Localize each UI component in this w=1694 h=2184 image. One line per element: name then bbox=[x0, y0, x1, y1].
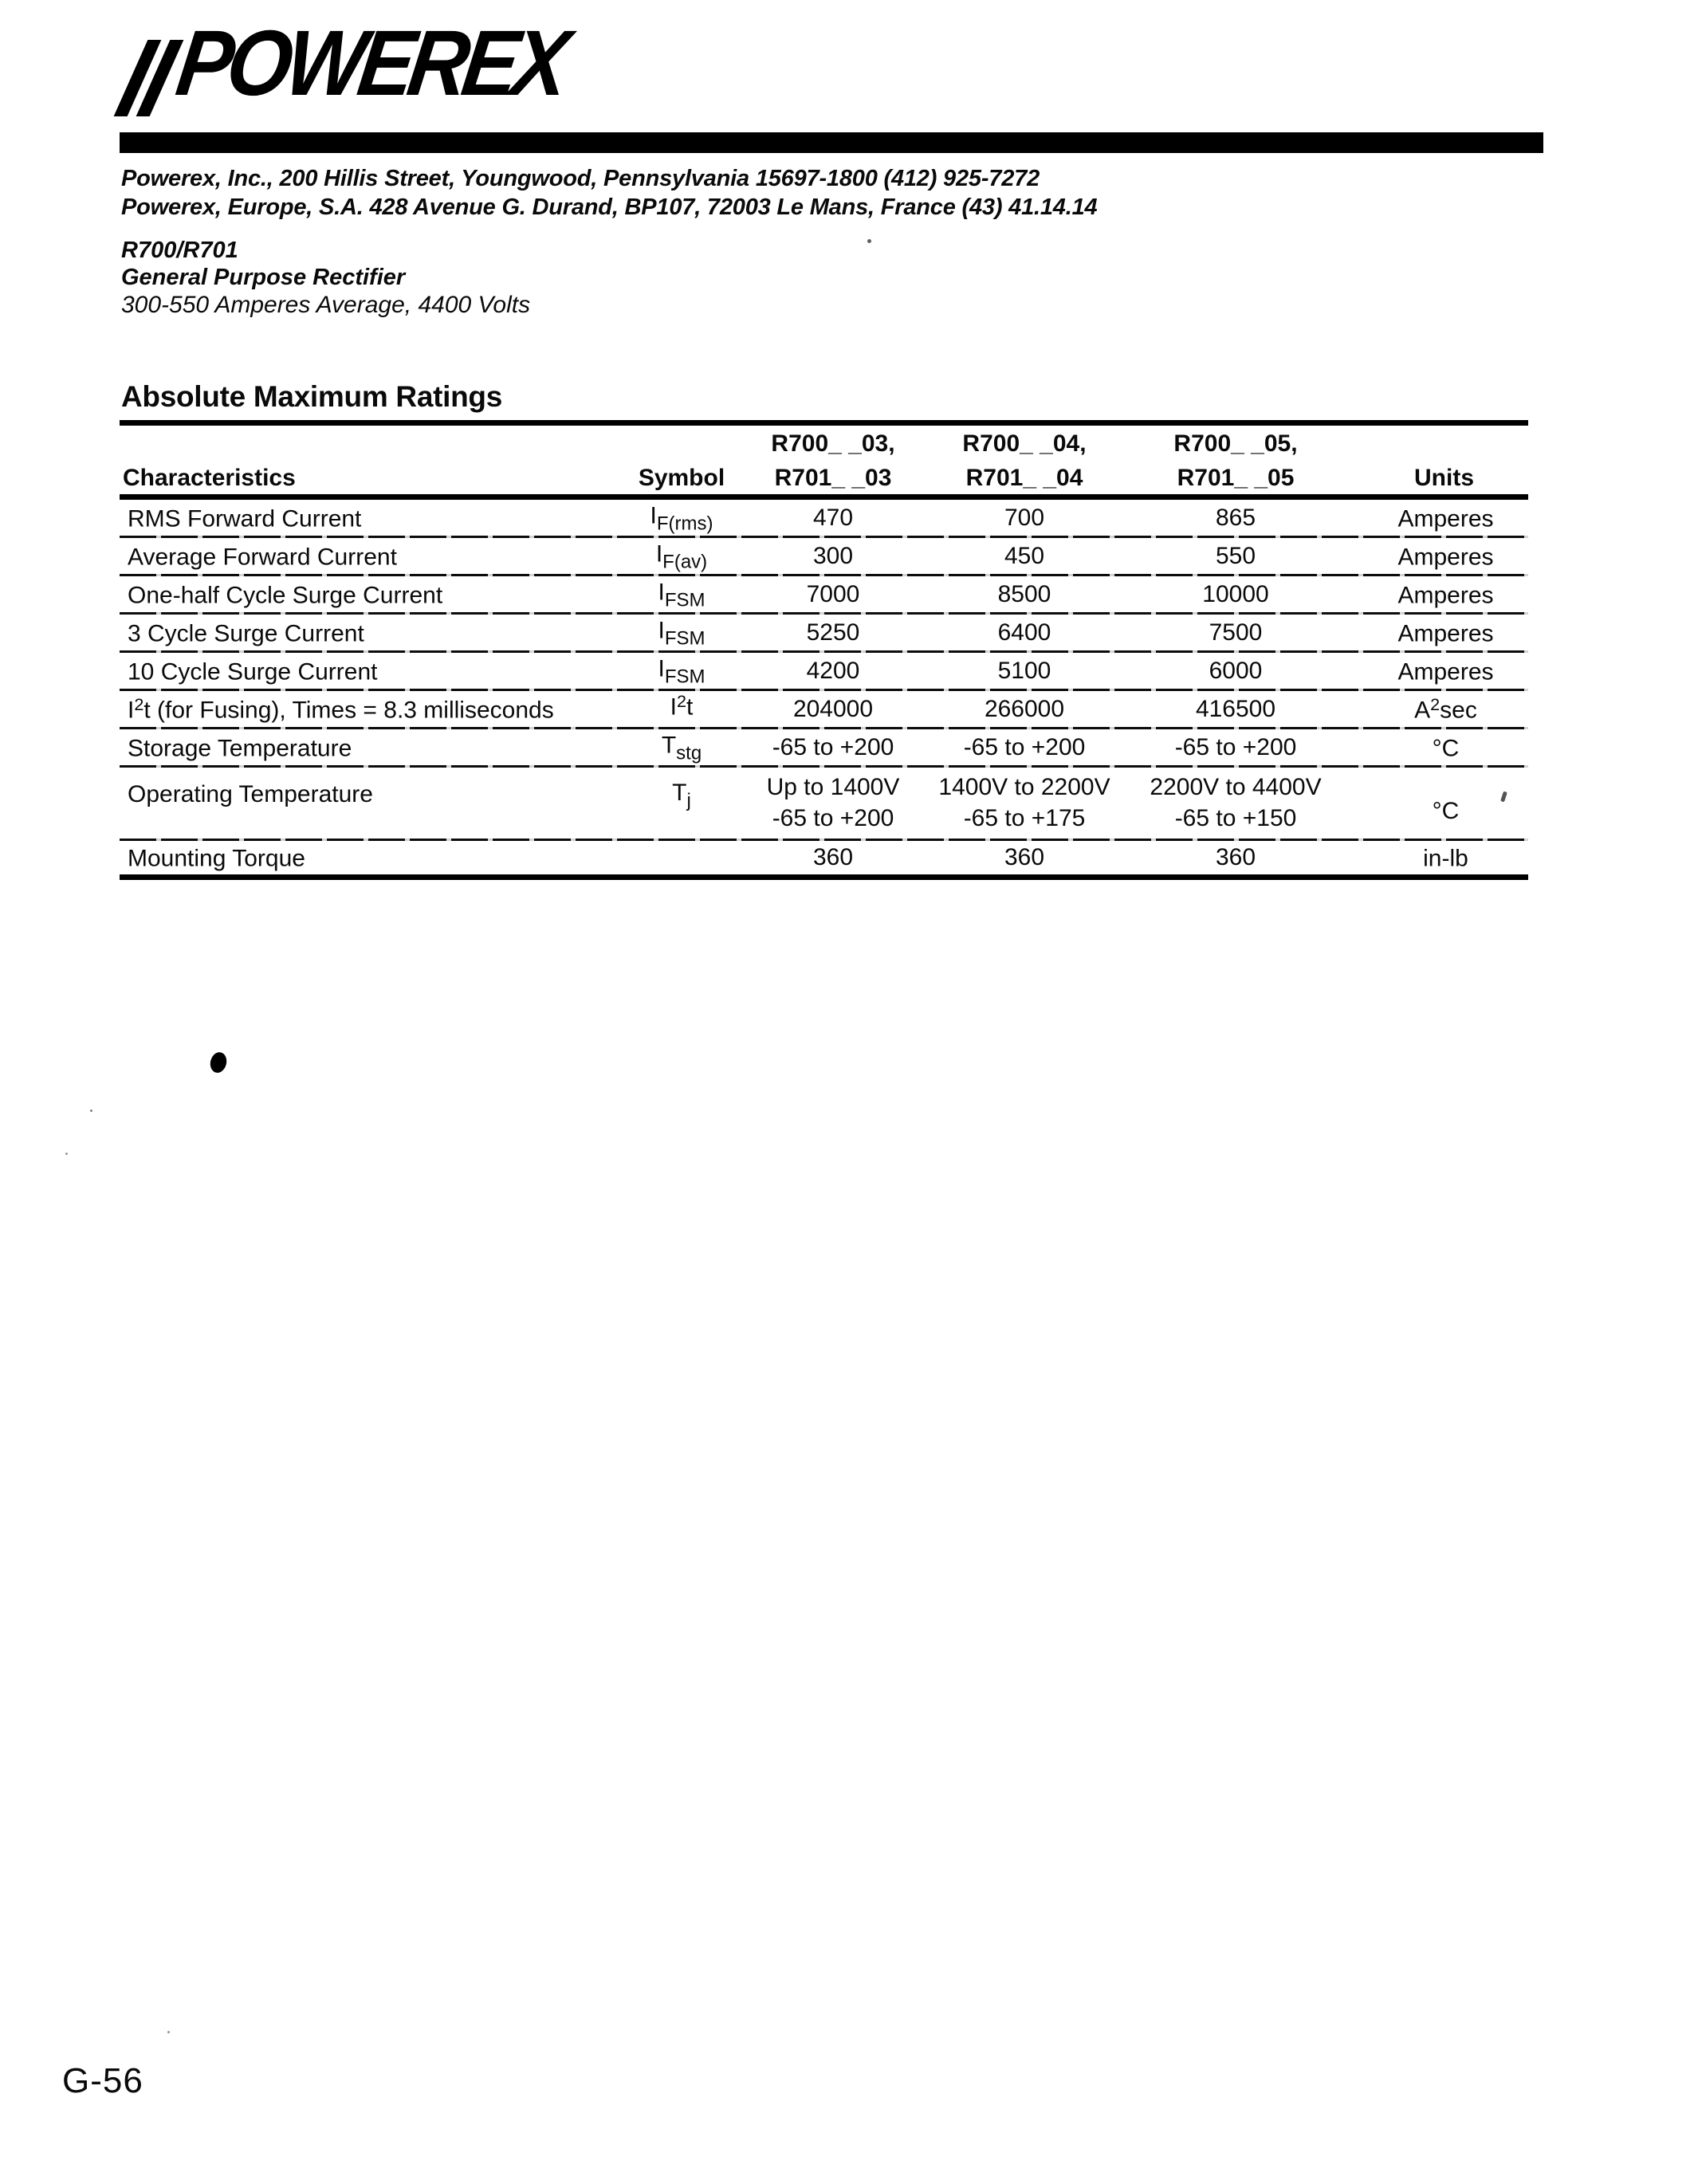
characteristic-cell: 10 Cycle Surge Current bbox=[128, 658, 378, 685]
ink-dot-artifact bbox=[208, 1051, 229, 1074]
column-header-units: Units bbox=[1414, 465, 1474, 491]
column-header-r701-04: R701_ _04 bbox=[965, 465, 1083, 491]
symbol-cell: $I_{FSM}$ bbox=[658, 617, 706, 650]
symbol-cell: $I_{FSM}$ bbox=[658, 579, 706, 611]
unit-cell: $A^2\sec$ bbox=[1414, 693, 1477, 724]
scan-speck bbox=[65, 1153, 68, 1155]
product-name: General Purpose Rectifier bbox=[121, 265, 406, 290]
value-cell-04: -65 to +200 bbox=[963, 733, 1086, 760]
value-cell-03: -65 to +200 bbox=[772, 733, 894, 760]
value-cell-03: 5250 bbox=[806, 619, 860, 646]
value-cell-05: 550 bbox=[1215, 542, 1256, 569]
symbol-cell: $T_{stg}$ bbox=[661, 732, 702, 764]
unit-cell: °C bbox=[1432, 735, 1460, 762]
value-cell-03: 300 bbox=[812, 542, 854, 569]
value-cell-04: 5100 bbox=[997, 657, 1051, 684]
table-header-rule bbox=[120, 494, 1528, 500]
column-header-symbol: Symbol bbox=[638, 465, 725, 491]
table-row-average-forward-current bbox=[120, 538, 1528, 574]
table-row-10-cycle-surge bbox=[120, 653, 1528, 689]
value-cell-05: 360 bbox=[1215, 844, 1256, 870]
value-cell-03: 4200 bbox=[806, 657, 860, 684]
address-line-us: Powerex, Inc., 200 Hillis Street, Youngwood, Pennsylvania 15697-1800 (412) 925-7272 bbox=[121, 166, 1040, 191]
characteristic-cell: Mounting Torque bbox=[128, 845, 305, 872]
unit-cell: Amperes bbox=[1397, 582, 1494, 609]
value-cell-04: 8500 bbox=[997, 580, 1051, 607]
page-number: G-56 bbox=[62, 2061, 143, 2100]
characteristic-cell: One-half Cycle Surge Current bbox=[128, 582, 443, 609]
value-cell-05: 416500 bbox=[1195, 695, 1276, 722]
unit-cell: Amperes bbox=[1397, 544, 1494, 571]
column-header-r701-05: R701_ _05 bbox=[1177, 465, 1295, 491]
characteristic-cell: Storage Temperature bbox=[128, 735, 352, 762]
value-cell-04: 700 bbox=[1004, 504, 1045, 531]
brand-divider-bar bbox=[120, 132, 1543, 153]
column-group-04: R700_ _04, bbox=[962, 430, 1087, 457]
value-cell-03: 470 bbox=[812, 504, 854, 531]
column-header-characteristics: Characteristics bbox=[123, 465, 296, 491]
unit-cell: Amperes bbox=[1397, 505, 1494, 532]
address-line-europe: Powerex, Europe, S.A. 428 Avenue G. Durand, BP107, 72003 Le Mans, France (43) 41.14.14 bbox=[121, 194, 1098, 220]
table-row-operating-temperature bbox=[120, 768, 1528, 839]
unit-cell: °C bbox=[1432, 798, 1460, 825]
value-cell-05: 7500 bbox=[1209, 619, 1263, 646]
column-group-03: R700_ _03, bbox=[771, 430, 895, 457]
symbol-cell: $I_{F(av)}$ bbox=[655, 540, 708, 573]
unit-cell: Amperes bbox=[1397, 658, 1494, 685]
value-cell-05: 10000 bbox=[1202, 580, 1269, 607]
table-row-storage-temperature bbox=[120, 729, 1528, 765]
powerex-logo bbox=[120, 11, 678, 123]
value-cell-05: -65 to +200 bbox=[1174, 733, 1297, 760]
value-cell-03: 204000 bbox=[792, 695, 874, 722]
scan-speck bbox=[90, 1110, 92, 1112]
absolute-maximum-ratings-table bbox=[120, 420, 1528, 880]
value-cell-03: Up to 1400V -65 to +200 bbox=[766, 774, 900, 831]
column-group-05: R700_ _05, bbox=[1173, 430, 1298, 457]
value-cell-05: 6000 bbox=[1209, 657, 1263, 684]
characteristic-cell: $I^2t$ (for Fusing), Times = 8.3 milliseconds bbox=[128, 693, 554, 724]
unit-cell: Amperes bbox=[1397, 620, 1494, 647]
value-cell-03: 7000 bbox=[806, 580, 860, 607]
symbol-cell: $T_j$ bbox=[672, 780, 691, 811]
value-cell-04: 360 bbox=[1004, 844, 1045, 870]
table-title: Absolute Maximum Ratings bbox=[121, 380, 502, 413]
table-row-rms-forward-current bbox=[120, 500, 1528, 536]
characteristic-cell: RMS Forward Current bbox=[128, 505, 362, 532]
value-cell-04: 266000 bbox=[984, 695, 1065, 722]
table-header bbox=[120, 426, 1528, 494]
scan-speck bbox=[167, 2031, 170, 2033]
part-number: R700/R701 bbox=[121, 238, 238, 263]
symbol-cell: $I_{FSM}$ bbox=[658, 655, 706, 688]
value-cell-04: 6400 bbox=[997, 619, 1051, 646]
table-bottom-rule bbox=[120, 874, 1528, 880]
characteristic-cell: 3 Cycle Surge Current bbox=[128, 620, 364, 647]
table-row-mounting-torque bbox=[120, 841, 1528, 874]
table-row-one-half-cycle-surge bbox=[120, 576, 1528, 612]
product-subtitle: 300-550 Amperes Average, 4400 Volts bbox=[121, 292, 531, 318]
logo-wordmark: POWEREX bbox=[171, 11, 571, 116]
value-cell-04: 1400V to 2200V -65 to +175 bbox=[938, 774, 1110, 831]
table-row-3-cycle-surge bbox=[120, 615, 1528, 650]
column-header-r701-03: R701_ _03 bbox=[774, 465, 892, 491]
value-cell-03: 360 bbox=[812, 844, 854, 870]
symbol-cell: $I^2t$ bbox=[670, 691, 694, 721]
characteristic-cell: Average Forward Current bbox=[128, 544, 397, 571]
table-top-rule bbox=[120, 420, 1528, 426]
table-row-i2t-fusing bbox=[120, 691, 1528, 727]
value-cell-04: 450 bbox=[1004, 542, 1045, 569]
scan-speck bbox=[867, 239, 871, 243]
value-cell-05: 2200V to 4400V -65 to +150 bbox=[1150, 774, 1322, 831]
unit-cell: in-lb bbox=[1423, 845, 1468, 872]
characteristic-cell: Operating Temperature bbox=[128, 780, 373, 807]
value-cell-05: 865 bbox=[1215, 504, 1256, 531]
symbol-cell: $I_{F(rms)}$ bbox=[650, 502, 713, 535]
